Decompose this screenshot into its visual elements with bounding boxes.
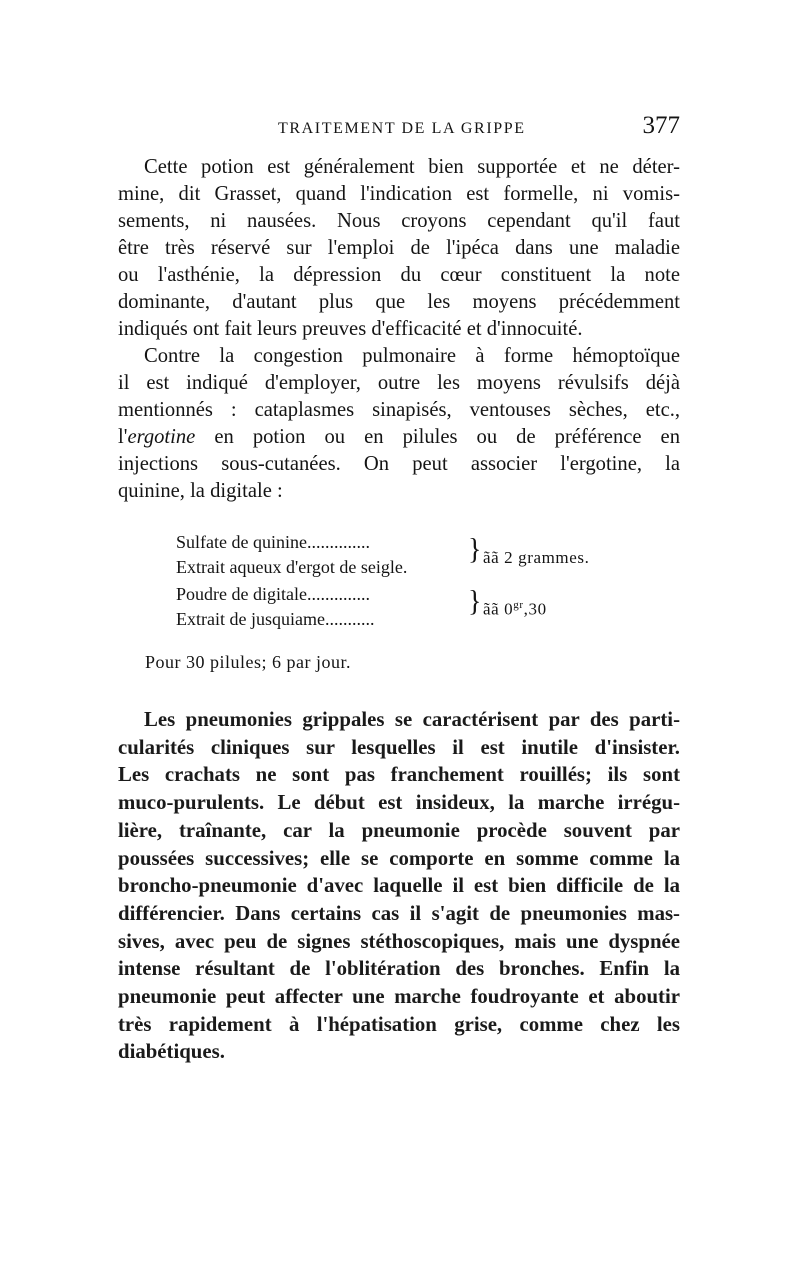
- formula-ingredient: Sulfate de quinine..............: [176, 532, 370, 552]
- text-line: dominante, d'autant plus que les moyens précédemment: [118, 291, 680, 313]
- text-line: [118, 424, 680, 451]
- page-number: 377: [642, 112, 680, 139]
- paragraph-potion: [118, 154, 680, 343]
- brace-icon: }: [468, 533, 482, 566]
- text-fragment: l': [118, 426, 128, 448]
- prescription-formula: [176, 532, 636, 640]
- running-title: TRAITEMENT DE LA GRIPPE: [278, 120, 526, 137]
- text-line: lière, traînante, car la pneumonie procède souvent par: [118, 818, 680, 842]
- formula-ingredient: Extrait aqueux d'ergot de seigle.: [176, 557, 408, 577]
- text-line: sements, ni nausées. Nous croyons cependant qu'il faut: [118, 210, 680, 232]
- text-line: sives, avec peu de signes stéthoscopiques, mais une dyspnée: [118, 929, 680, 953]
- text-line: Les pneumonies grippales se caractérisent par des parti-: [144, 708, 680, 731]
- text-line: différencier. Dans certains cas il s'agit de pneumonies mas-: [118, 901, 680, 925]
- text-line: mentionnés : cataplasmes sinapisés, ventouses sèches, etc.,: [118, 399, 680, 421]
- text-line: diabétiques.: [118, 1040, 225, 1064]
- dose-label: ãã 2 grammes.: [483, 548, 590, 567]
- paragraph-pneumonies: [118, 706, 680, 1066]
- text-fragment: en potion ou en pilules ou de préférence en: [195, 426, 680, 448]
- text-line: broncho-pneumonie d'avec laquelle il est bien difficile de la: [118, 874, 680, 898]
- formula-ingredient: Extrait de jusquiame...........: [176, 609, 375, 629]
- text-line: muco-purulents. Le début est insideux, la marche irrégu-: [118, 791, 680, 815]
- formula-ingredient: Poudre de digitale..............: [176, 584, 370, 604]
- paragraph-congestion: [118, 343, 680, 505]
- text-line: très rapidement à l'hépatisation grise, comme chez les: [118, 1012, 680, 1036]
- prescription-note: Pour 30 pilules; 6 par jour.: [145, 652, 351, 672]
- text-line: pneumonie peut affecter une marche foudroyante et aboutir: [118, 985, 680, 1009]
- text-line: Les crachats ne sont pas franchement rouillés; ils sont: [118, 763, 680, 787]
- text-line: intense résultant de l'oblitération des bronches. Enfin la: [118, 957, 680, 981]
- dose-label: [483, 599, 547, 620]
- dose-unit: gr: [513, 599, 524, 611]
- text-line: poussées successives; elle se comporte en somme comme la: [118, 846, 680, 870]
- text-line: indiqués ont fait leurs preuves d'efficacité et d'innocuité.: [118, 318, 583, 340]
- ergotine-italic: ergotine: [127, 426, 196, 448]
- text-line: injections sous-cutanées. On peut associer l'ergotine, la: [118, 453, 680, 475]
- text-line: être très réservé sur l'emploi de l'ipéca dans une maladie: [118, 237, 680, 259]
- running-head: [118, 112, 682, 146]
- text-line: mine, dit Grasset, quand l'indication est formelle, ni vomis-: [118, 183, 680, 205]
- text-line: ou l'asthénie, la dépression du cœur constituent la note: [118, 264, 680, 286]
- dose-fragment: ãã 0: [483, 599, 514, 619]
- brace-icon: }: [468, 585, 482, 618]
- text-line: cularités cliniques sur lesquelles il est inutile d'insister.: [118, 735, 680, 759]
- text-line: Cette potion est généralement bien supportée et ne déter-: [144, 156, 680, 178]
- dose-fragment: ,30: [523, 599, 547, 619]
- text-line: il est indiqué d'employer, outre les moyens révulsifs déjà: [118, 372, 680, 394]
- text-line: Contre la congestion pulmonaire à forme hémoptoïque: [144, 345, 680, 367]
- text-line: quinine, la digitale :: [118, 480, 283, 502]
